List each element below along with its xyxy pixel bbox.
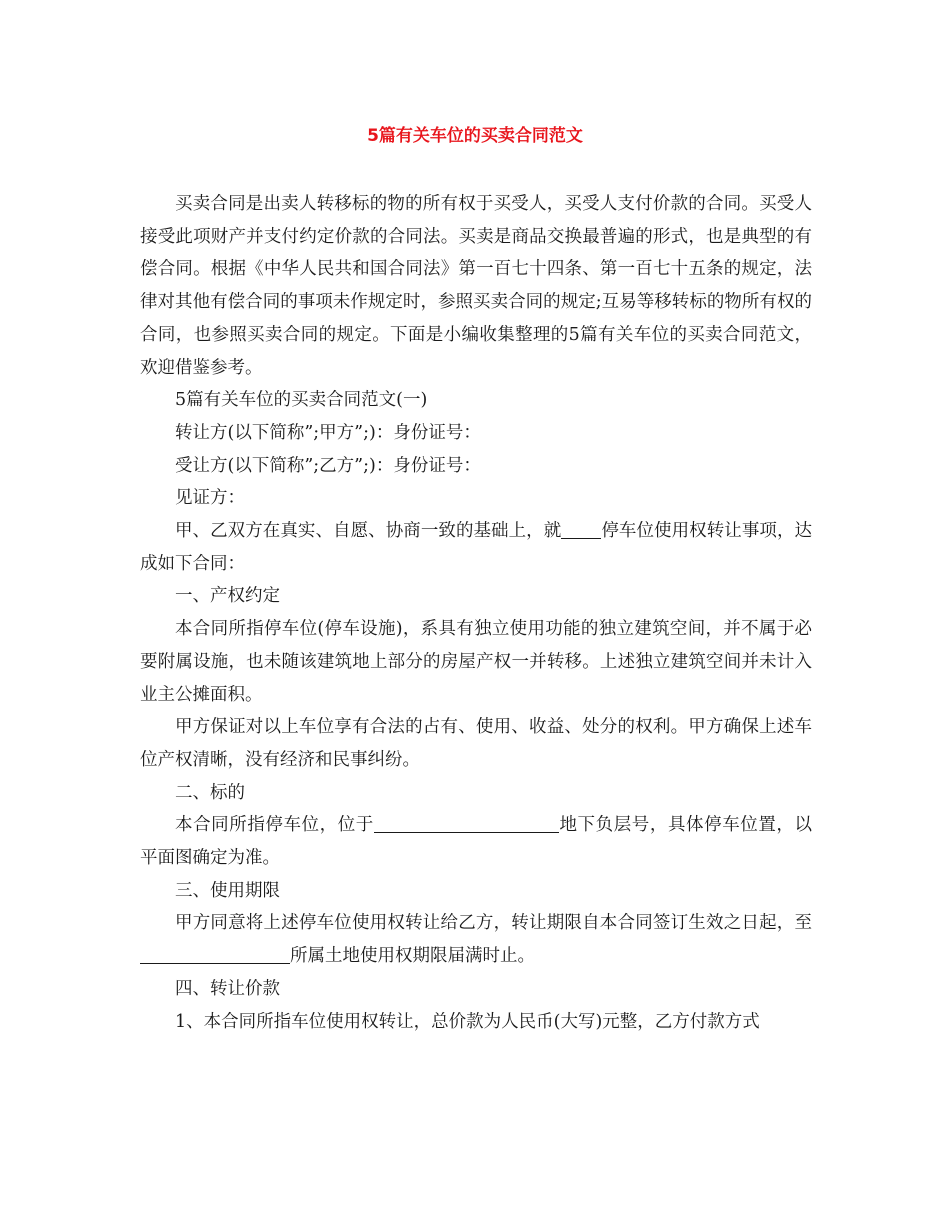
witness-line: 见证方： xyxy=(175,488,245,509)
section-1-paragraph-1: 本合同所指停车位(停车设施)，系具有独立使用功能的独立建筑空间，并不属于必要附属设施，也未随该建筑地上部分的房屋产权一并转移。上述独立建筑空间并未计入业主公摊面积。 xyxy=(140,619,812,705)
section-3-text-after: 所属土地使用权期限届满时止。 xyxy=(290,946,535,967)
section-3-heading: 三、使用期限 xyxy=(175,880,280,901)
section-1-heading: 一、产权约定 xyxy=(175,586,280,607)
section-2-paragraph xyxy=(140,809,812,874)
contract-subtitle: 5篇有关车位的买卖合同范文(一) xyxy=(175,390,428,411)
section-2-text-after: 地下负层号，具体停车位置，以平面图确定为准。 xyxy=(140,815,813,869)
document-title: 5篇有关车位的买卖合同范文 xyxy=(367,126,583,146)
section-3-paragraph xyxy=(140,907,812,972)
section-2-text-before: 本合同所指停车位，位于 xyxy=(175,815,374,836)
section-3-text-before: 甲方同意将上述停车位使用权转让给乙方，转让期限自本合同签订生效之日起，至 xyxy=(175,913,812,934)
agreement-text-after: 停车位使用权转让事项，达成如下合同： xyxy=(140,521,813,574)
agreement-paragraph xyxy=(140,515,812,580)
document-body xyxy=(140,188,812,1038)
section-4-paragraph-1: 1、本合同所指车位使用权转让，总价款为人民币(大写)元整，乙方付款方式 xyxy=(175,1011,760,1032)
party-a-line: 转让方(以下简称”;甲方”;)：身份证号： xyxy=(175,422,481,443)
agreement-text-before: 甲、乙双方在真实、自愿、协商一致的基础上，就 xyxy=(175,521,562,542)
intro-paragraph: 买卖合同是出卖人转移标的物的所有权于买受人，买受人支付价款的合同。买受人接受此项财产并支付约定价款的合同法。买卖是商品交换最普遍的形式，也是典型的有偿合同。根据《中华人民共和国合同法》第一百七十四条、第一百七十五条的规定，法律对其他有偿合同的事项未作规定时，参照买卖合同的规定;互易等移转标的物所有权的合同，也参照买卖合同的规定。下面是小编收集整理的5篇有关车位的买卖合同范文，欢迎借鉴参考。 xyxy=(140,194,812,378)
section-1-paragraph-2: 甲方保证对以上车位享有合法的占有、使用、收益、处分的权利。甲方确保上述车位产权清晰，没有经济和民事纠纷。 xyxy=(140,717,812,770)
section-4-heading: 四、转让价款 xyxy=(175,978,280,999)
end-date-blank xyxy=(140,945,290,964)
section-2-heading: 二、标的 xyxy=(175,782,245,803)
location-blank xyxy=(374,814,559,833)
parking-name-blank xyxy=(561,520,601,539)
party-b-line: 受让方(以下简称”;乙方”;)：身份证号： xyxy=(175,455,481,476)
